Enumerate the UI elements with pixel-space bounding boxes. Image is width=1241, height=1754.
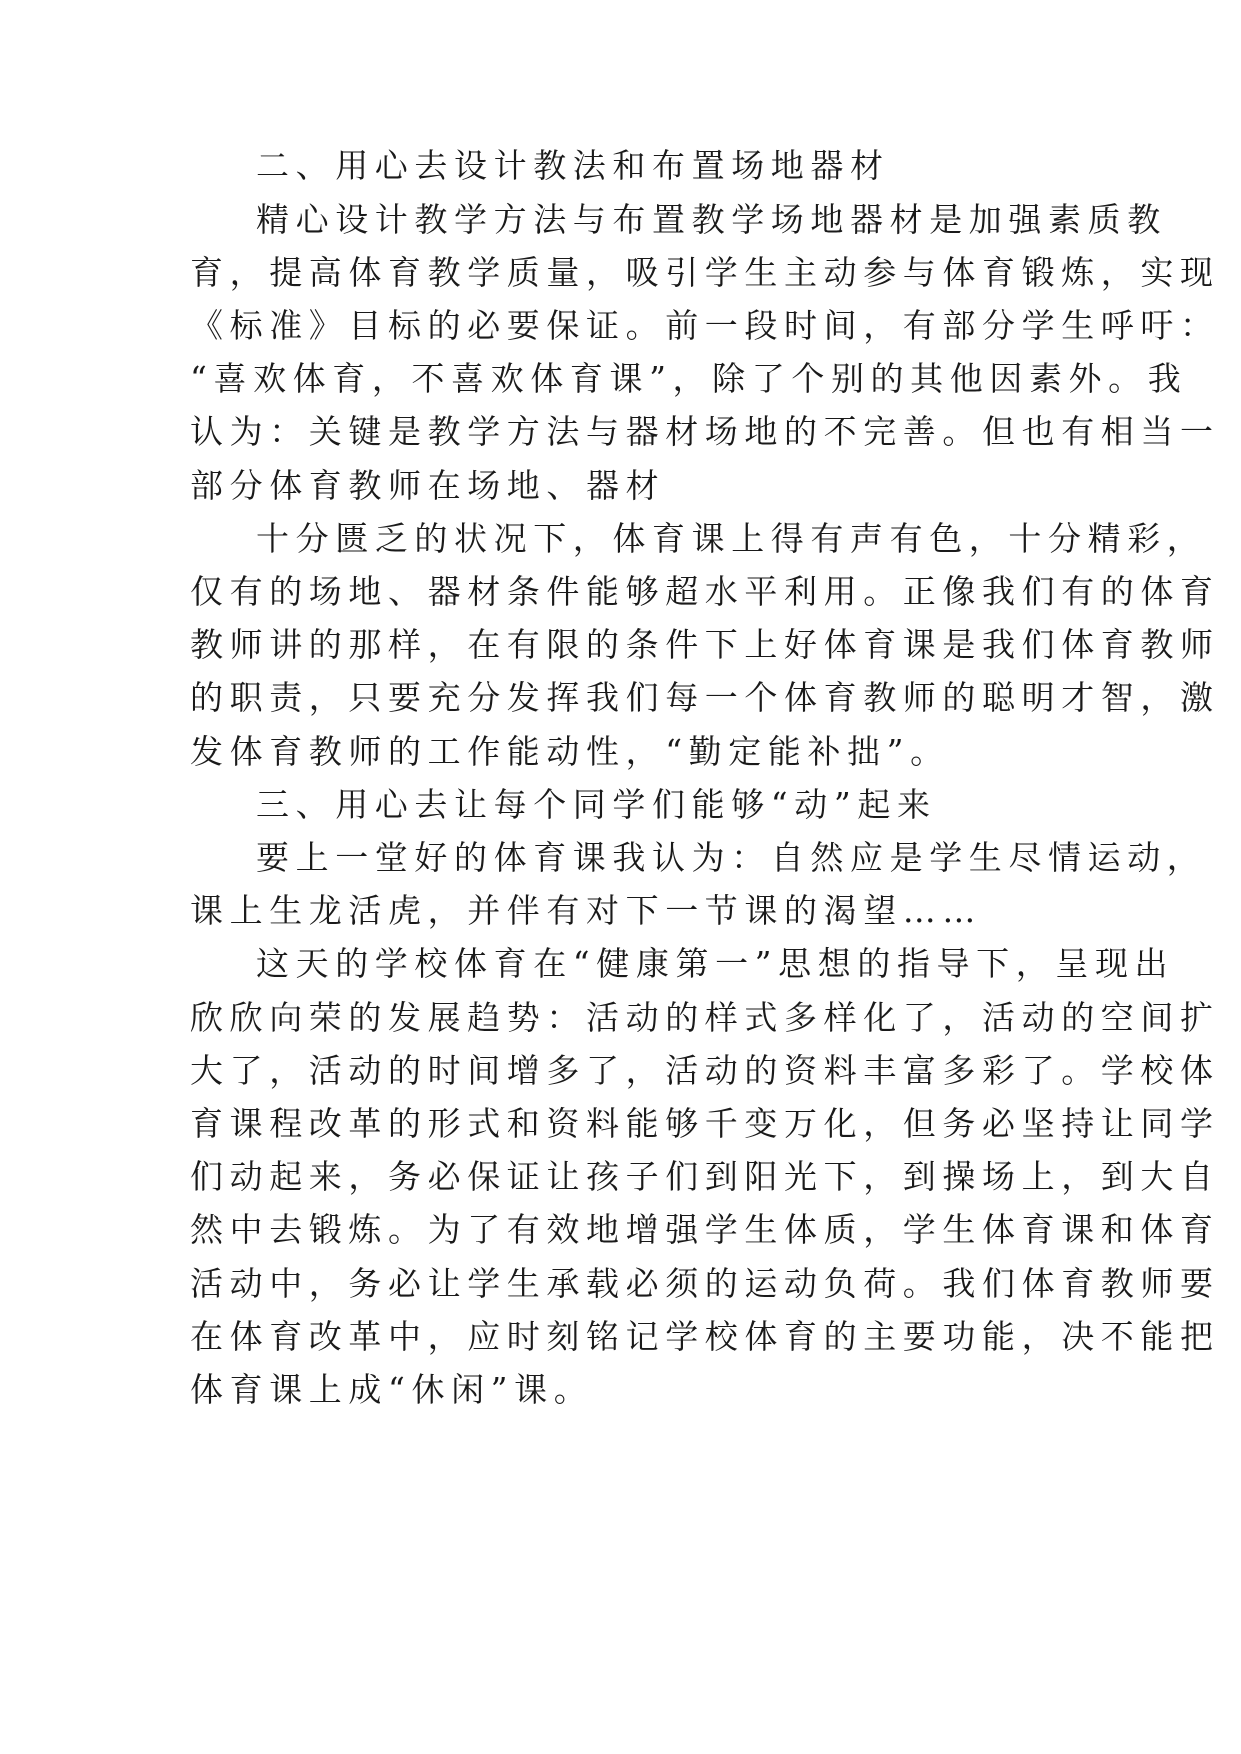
paragraph-line: 活动中，务必让学生承载必须的运动负荷。我们体育教师要 — [190, 1264, 1220, 1303]
paragraph-line: 欣欣向荣的发展趋势：活动的样式多样化了，活动的空间扩 — [190, 998, 1220, 1037]
paragraph-line: 们动起来，务必保证让孩子们到阳光下，到操场上，到大自 — [190, 1157, 1220, 1196]
paragraph-line: 在体育改革中，应时刻铭记学校体育的主要功能，决不能把 — [190, 1317, 1220, 1356]
paragraph-line: 十分匮乏的状况下，体育课上得有声有色，十分精彩， — [256, 519, 1207, 558]
paragraph-line: 精心设计教学方法与布置教学场地器材是加强素质教 — [256, 200, 1167, 239]
paragraph-line: 教师讲的那样，在有限的条件下上好体育课是我们体育教师 — [190, 625, 1220, 664]
paragraph-line: 体育课上成“休闲”课。 — [190, 1370, 594, 1409]
paragraph-line: “喜欢体育，不喜欢体育课”，除了个别的其他因素外。我 — [190, 359, 1188, 398]
heading-section-2: 二、用心去设计教法和布置场地器材 — [256, 146, 890, 185]
paragraph-line: 发体育教师的工作能动性，“勤定能补拙”。 — [190, 732, 950, 771]
paragraph-line: 要上一堂好的体育课我认为：自然应是学生尽情运动， — [256, 838, 1207, 877]
paragraph-line: 大了，活动的时间增多了，活动的资料丰富多彩了。学校体 — [190, 1051, 1220, 1090]
paragraph-line: 这天的学校体育在“健康第一”思想的指导下，呈现出 — [256, 944, 1175, 983]
paragraph-line: 仅有的场地、器材条件能够超水平利用。正像我们有的体育 — [190, 572, 1220, 611]
heading-section-3: 三、用心去让每个同学们能够“动”起来 — [256, 785, 937, 824]
paragraph-line: 育，提高体育教学质量，吸引学生主动参与体育锻炼，实现 — [190, 253, 1220, 292]
paragraph-line: 部分体育教师在场地、器材 — [190, 466, 666, 505]
paragraph-line: 课上生龙活虎，并伴有对下一节课的渴望…… — [190, 891, 982, 930]
paragraph-line: 认为：关键是教学方法与器材场地的不完善。但也有相当一 — [190, 412, 1220, 451]
paragraph-line: 育课程改革的形式和资料能够千变万化，但务必坚持让同学 — [190, 1104, 1220, 1143]
paragraph-line: 然中去锻炼。为了有效地增强学生体质，学生体育课和体育 — [190, 1210, 1220, 1249]
paragraph-line: 《标准》目标的必要保证。前一段时间，有部分学生呼吁： — [190, 306, 1220, 345]
paragraph-line: 的职责，只要充分发挥我们每一个体育教师的聪明才智，激 — [190, 678, 1220, 717]
